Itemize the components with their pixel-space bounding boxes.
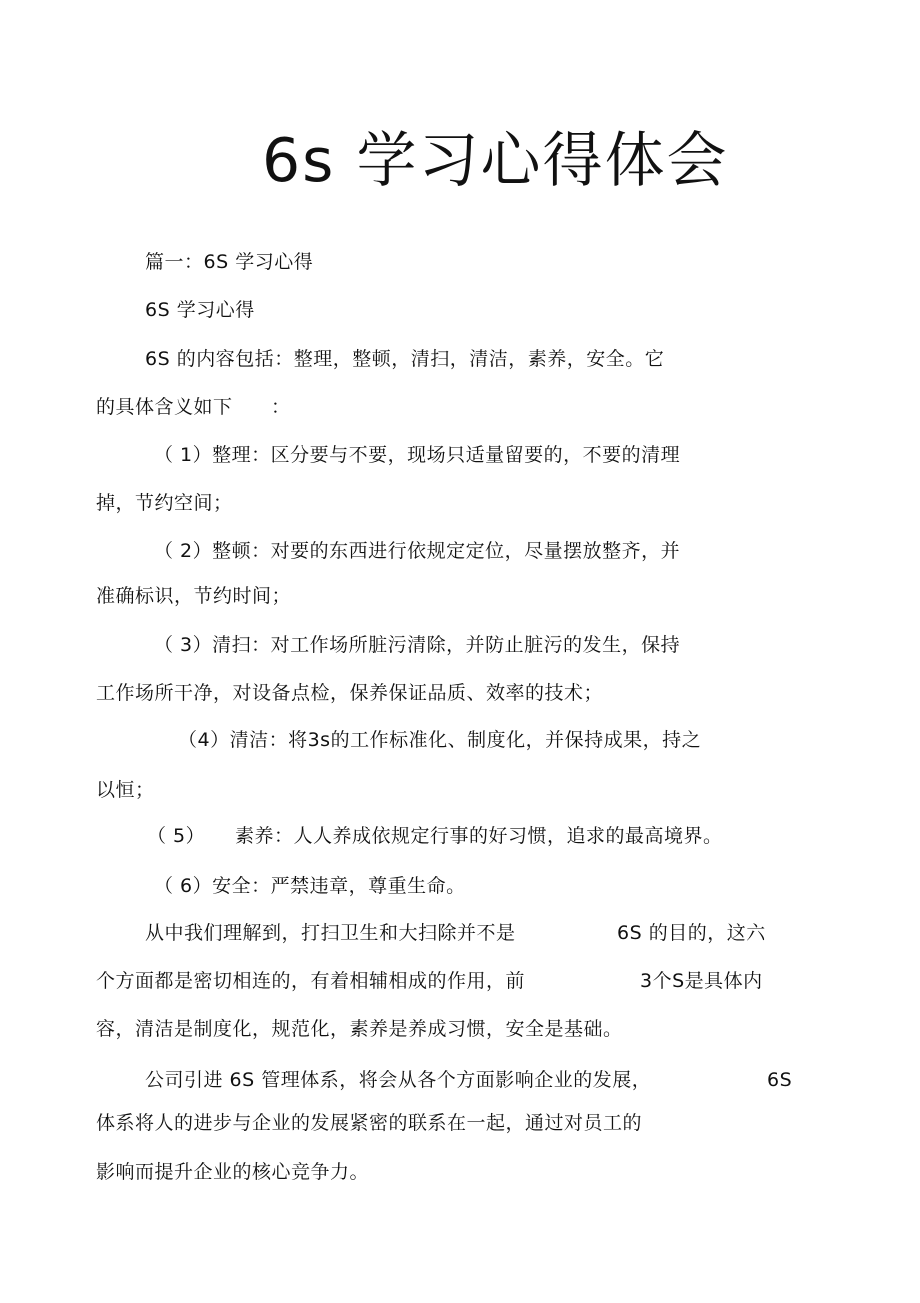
section-heading: 篇一：6S 学习心得 — [145, 251, 314, 273]
list-item-5: 素养：人人养成依规定行事的好习惯，追求的最高境界。 — [235, 825, 723, 847]
paragraph-line: 公司引进 6S 管理体系，将会从各个方面影响企业的发展， — [145, 1069, 652, 1091]
list-item-4: （4）清洁：将3s的工作标准化、制度化，并保持成果，持之 — [178, 729, 702, 751]
paragraph-line-tail: 3个S是具体内 — [640, 970, 763, 992]
list-item-4-continued: 以恒； — [96, 779, 155, 801]
list-item-3-continued: 工作场所干净，对设备点检，保养保证品质、效率的技术； — [96, 682, 604, 704]
list-item-2: （ 2）整顿：对要的东西进行依规定定位，尽量摆放整齐，并 — [154, 540, 681, 562]
list-item-3: （ 3）清扫：对工作场所脏污清除，并防止脏污的发生，保持 — [154, 634, 681, 656]
list-item-1-continued: 掉，节约空间； — [96, 492, 233, 514]
paragraph-line: 的具体含义如下 — [96, 396, 233, 418]
list-item-1: （ 1）整理：区分要与不要，现场只适量留要的，不要的清理 — [154, 444, 681, 466]
paragraph-line-tail: 6S — [767, 1069, 793, 1091]
list-item-6: （ 6）安全：严禁违章，尊重生命。 — [154, 875, 466, 897]
document-title: 6s 学习心得体会 — [262, 126, 729, 196]
subheading: 6S 学习心得 — [145, 299, 255, 321]
paragraph-line: 从中我们理解到，打扫卫生和大扫除并不是 — [145, 922, 516, 944]
paragraph-colon: ： — [271, 396, 291, 418]
list-item-5-number: （ 5） — [147, 825, 206, 847]
paragraph-line: 6S 的内容包括：整理，整顿，清扫，清洁，素养，安全。它 — [145, 348, 665, 370]
paragraph-line: 个方面都是密切相连的，有着相辅相成的作用，前 — [96, 970, 526, 992]
paragraph-line: 容，清洁是制度化，规范化，素养是养成习惯，安全是基础。 — [96, 1018, 623, 1040]
paragraph-line: 体系将人的进步与企业的发展紧密的联系在一起，通过对员工的 — [96, 1112, 643, 1134]
paragraph-line: 影响而提升企业的核心竞争力。 — [96, 1161, 370, 1183]
list-item-2-continued: 准确标识，节约时间； — [96, 585, 292, 607]
paragraph-line-tail: 6S 的目的，这六 — [617, 922, 766, 944]
